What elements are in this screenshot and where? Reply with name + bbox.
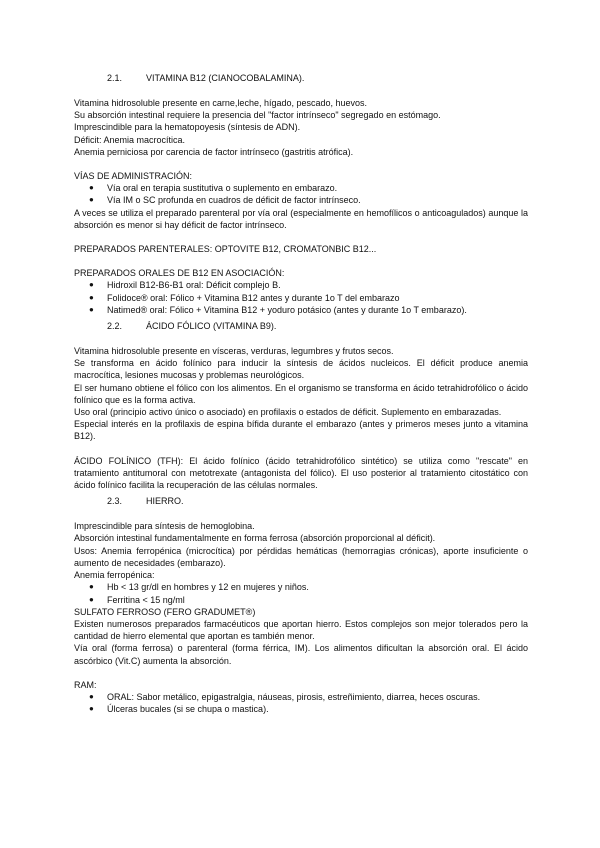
list-item: ● ORAL: Sabor metálico, epigastralgia, náuseas, pirosis, estreñimiento, diarrea, heces oscuras. [89,691,481,702]
ram-list [74,691,528,715]
paragraph: Anemia perniciosa por carencia de factor intrínseco (gastritis atrófica). [74,146,354,157]
bullet-icon: ● [89,195,94,205]
paragraph: Existen numerosos preparados farmacéuticos que aportan hierro. Estos complejos son mejor tolerados pero la cantidad de hierro elemental que aportan es también menor. [74,618,528,642]
paragraph: Anemia ferropénica: [74,570,155,581]
section-title: ÁCIDO FÓLICO (VITAMINA B9). [146,321,277,332]
paragraph: Imprescindible para síntesis de hemoglobina. [74,521,255,532]
subheading-ram: RAM: [74,679,97,690]
bullet-icon: ● [89,183,94,193]
parenteral-preparations: PREPARADOS PARENTERALES: OPTOVITE B12, CROMATONBIC B12... [74,244,377,255]
bullet-icon: ● [89,292,94,302]
paragraph: Vía oral (forma ferrosa) o parenteral (forma férrica, IM). Los alimentos dificultan la absorción oral. El ácido ascórbico (Vit.C) aumenta la absorción. [74,643,528,666]
paragraph: Se transforma en ácido folínico para inducir la síntesis de ácidos nucleicos. El déficit produce anemia macrocítica, lesiones mucosas y problemas neurológicos. [74,358,528,381]
bullet-icon: ● [89,304,94,314]
subheading-ferrous-sulfate: SULFATO FERROSO (FERO GRADUMET®) [74,606,256,617]
section-title: HIERRO. [146,496,184,507]
paragraph: Vitamina hidrosoluble presente en carne,leche, hígado, pescado, huevos. [74,98,368,108]
document-page [74,68,528,715]
bullet-icon: ● [89,582,94,592]
administration-list [74,182,528,206]
list-item: ● Hb < 13 gr/dl en hombres y 12 en mujeres y niños. [89,582,309,593]
subheading-oral-preparations: PREPARADOS ORALES DE B12 EN ASOCIACIÓN: [74,268,285,279]
section-heading-iron [74,495,528,507]
subheading-administration: VÍAS DE ADMINISTRACIÓN: [74,171,193,182]
paragraph: Usos: Anemia ferropénica (microcítica) por pérdidas hemáticas (hemorragias crónicas), aporte insuficiente o aumento de necesidades (embarazo). [74,545,528,568]
paragraph: Imprescindible para la hematopoyesis (síntesis de ADN). [74,122,301,133]
oral-preparations-list [74,279,528,316]
paragraph: Uso oral (principio activo único o asociado) en profilaxis o estados de déficit. Suplemento en embarazadas. [74,407,502,418]
bullet-icon: ● [89,691,94,701]
bullet-icon: ● [89,594,94,604]
paragraph-folinic-acid: ÁCIDO FOLÍNICO (TFH): El ácido folínico (ácido tetrahidrofólico sintético) se utiliza como "rescate" en tratamiento antitumoral con metotrexate (antagonista del fólico). El uso posterior al tratamiento citostático con ácido folínico facilita la recuperación de las células normales. [74,455,528,491]
anemia-criteria-list [74,581,528,605]
list-item: ● Úlceras bucales (si se chupa o mastica). [89,704,269,715]
paragraph: Déficit: Anemia macrocítica. [74,134,186,145]
list-item: ● Ferritina < 15 ng/ml [89,594,185,605]
list-item: ● Vía oral en terapia sustitutiva o suplemento en embarazo. [89,183,338,194]
section-heading-b12 [74,72,528,84]
section-number: 2.2. [107,321,123,332]
list-item: ● Hidroxil B12-B6-B1 oral: Déficit complejo B. [89,280,281,291]
section-number: 2.3. [107,496,123,507]
paragraph: Especial interés en la profilaxis de espina bífida durante el embarazo (antes y primeros meses junto a vitamina B12). [74,419,528,442]
paragraph: A veces se utiliza el preparado parenteral por vía oral (especialmente en hemofílicos o anticoagulados) aunque la absorción es menor si hay déficit de factor intrínseco. [74,207,528,230]
list-item: ● Folidoce® oral: Fólico + Vitamina B12 antes y durante 1o T del embarazo [89,292,400,303]
bullet-icon: ● [89,280,94,290]
paragraph: El ser humano obtiene el fólico con los alimentos. En el organismo se transforma en ácido tetrahidrofólico o ácido folínico que es la forma activa. [74,382,528,405]
section-number: 2.1. [107,73,123,83]
section-title: VITAMINA B12 (CIANOCOBALAMINA). [146,73,305,83]
section-heading-b9 [74,320,528,332]
list-item: ● Natimed® oral: Fólico + Vitamina B12 + yoduro potásico (antes y durante 1o T embarazo). [89,304,467,315]
paragraph: Su absorción intestinal requiere la presencia del "factor intrínseco" segregado en estómago. [74,110,441,121]
paragraph: Vitamina hidrosoluble presente en vísceras, verduras, legumbres y frutos secos. [74,346,394,357]
paragraph: Absorción intestinal fundamentalmente en forma ferrosa (absorción proporcional al déficit). [74,533,436,544]
list-item: ● Vía IM o SC profunda en cuadros de déficit de factor intrínseco. [89,195,361,206]
bullet-icon: ● [89,704,94,714]
